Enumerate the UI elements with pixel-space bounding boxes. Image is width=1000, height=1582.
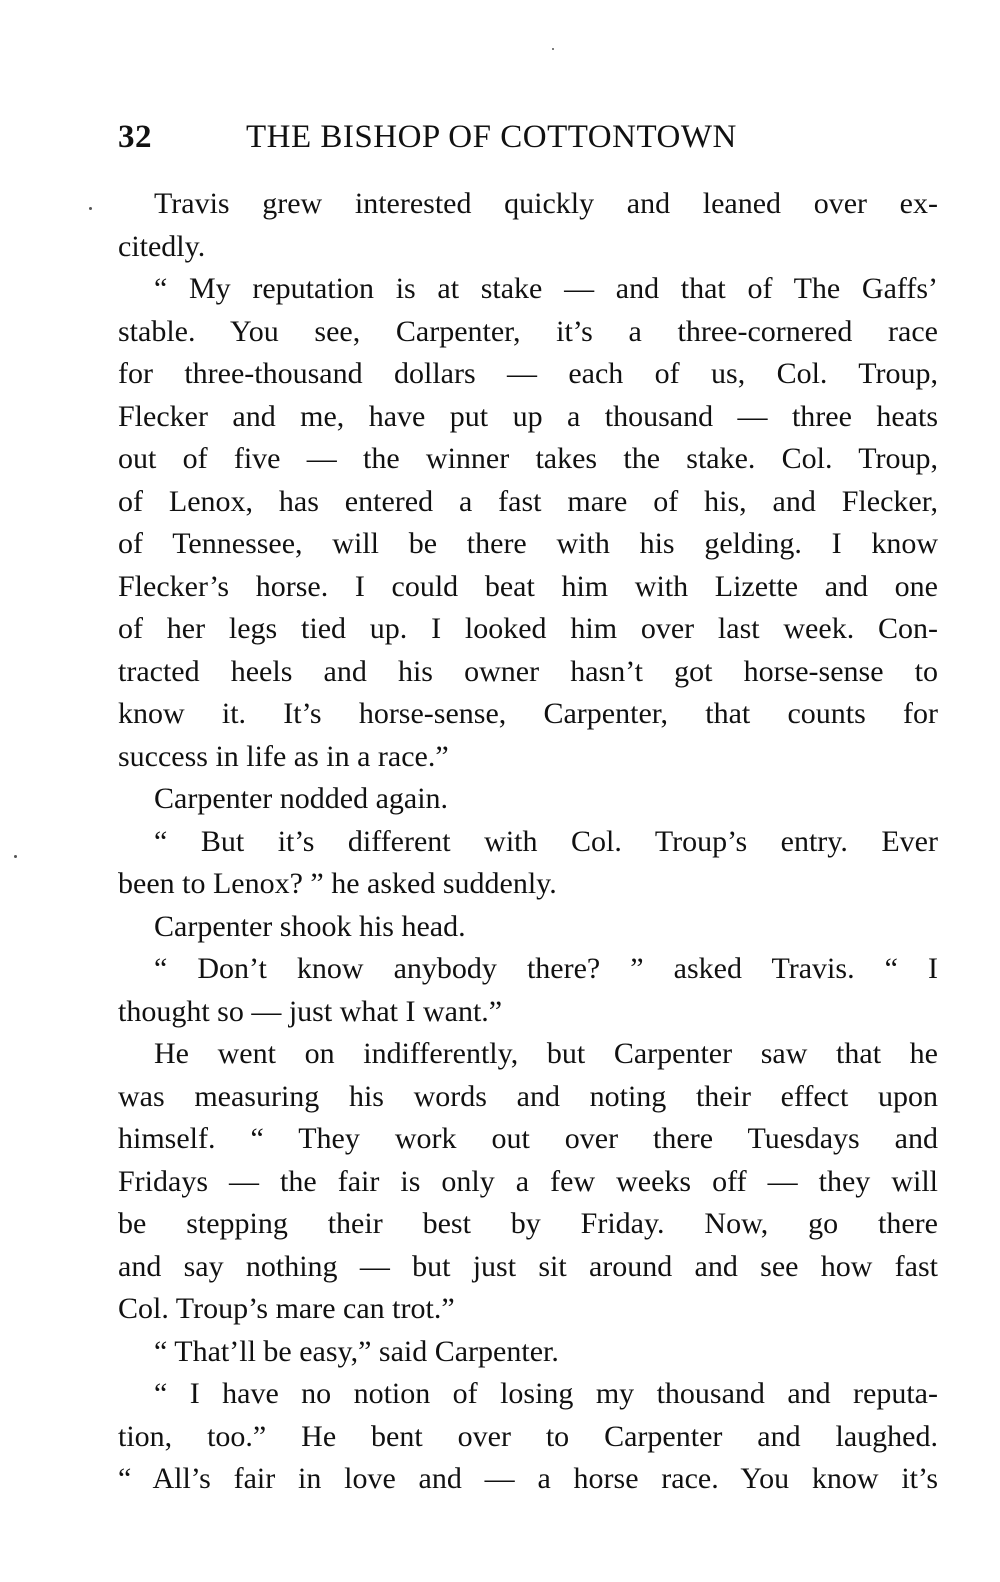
- text-line: “ That’ll be easy,” said Carpenter.: [154, 1334, 559, 1368]
- running-head: [118, 112, 858, 162]
- print-speck: [552, 48, 554, 50]
- text-line: of Lenox, has entered a fast mare of his, and Flecker,: [118, 484, 938, 518]
- text-line: been to Lenox? ” he asked suddenly.: [118, 867, 557, 900]
- text-line: thought so — just what I want.”: [118, 994, 503, 1028]
- text-line: stable. You see, Carpenter, it’s a three-cornered race: [118, 314, 938, 348]
- text-line: “ But it’s different with Col. Troup’s entry. Ever: [154, 824, 938, 858]
- text-line: Travis grew interested quickly and leaned over ex-: [154, 187, 938, 220]
- print-speck: [14, 855, 17, 858]
- text-line: Fridays — the fair is only a few weeks off — they will: [118, 1164, 938, 1198]
- text-line: Carpenter nodded again.: [154, 782, 449, 815]
- text-line: “ My reputation is at stake — and that of The Gaffs’: [154, 272, 938, 305]
- text-line: know it. It’s horse-sense, Carpenter, that counts for: [118, 697, 938, 730]
- text-line: himself. “ They work out over there Tuesdays and: [118, 1122, 938, 1155]
- text-line: tion, too.” He bent over to Carpenter and laughed.: [118, 1419, 938, 1453]
- page-number: 32: [118, 119, 152, 155]
- book-title: THE BISHOP OF COTTONTOWN: [246, 119, 737, 155]
- text-line: He went on indifferently, but Carpenter saw that he: [154, 1037, 938, 1070]
- text-line: success in life as in a race.”: [118, 739, 449, 773]
- text-line: “ All’s fair in love and — a horse race. You know it’s: [118, 1462, 938, 1495]
- text-line: citedly.: [118, 229, 206, 263]
- text-line: Flecker’s horse. I could beat him with Lizette and one: [118, 569, 938, 603]
- text-line: of Tennessee, will be there with his gelding. I know: [118, 527, 938, 560]
- text-line: was measuring his words and noting their effect upon: [118, 1079, 938, 1113]
- text-line: Col. Troup’s mare can trot.”: [118, 1292, 455, 1325]
- text-line: “ I have no notion of losing my thousand and reputa-: [154, 1377, 938, 1410]
- text-line: for three-thousand dollars — each of us, Col. Troup,: [118, 357, 938, 390]
- text-line: “ Don’t know anybody there? ” asked Travis. “ I: [154, 952, 938, 985]
- text-line: out of five — the winner takes the stake. Col. Troup,: [118, 442, 938, 475]
- print-speck: [89, 207, 92, 210]
- text-line: of her legs tied up. I looked him over last week. Con-: [118, 612, 938, 645]
- text-line: Carpenter shook his head.: [154, 909, 466, 943]
- text-line: tracted heels and his owner hasn’t got horse-sense to: [118, 654, 938, 688]
- text-line: and say nothing — but just sit around and see how fast: [118, 1249, 938, 1283]
- text-line: be stepping their best by Friday. Now, go there: [118, 1207, 938, 1240]
- text-line: Flecker and me, have put up a thousand — three heats: [118, 399, 938, 433]
- body-text: [118, 183, 938, 1501]
